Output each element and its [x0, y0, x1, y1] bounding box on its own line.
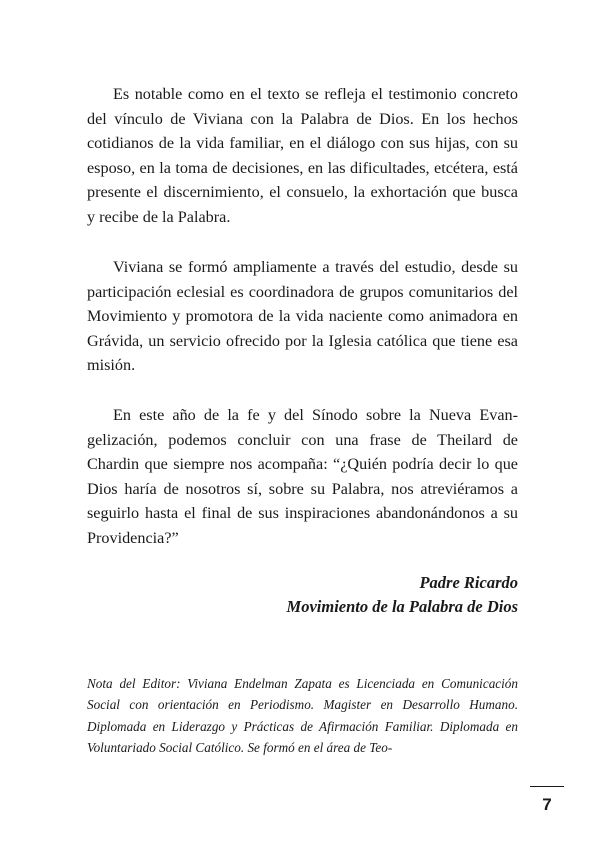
paragraph-formation: Viviana se formó ampliamente a través del estudio, desde su participación eclesial es coordinadora de grupos comunitarios del Movimiento y promotora de la vida naciente como animadora en Grávida, un servicio ofrecido por la Iglesia católica que tiene esa misión.	[87, 258, 518, 375]
signature-name: Padre Ricardo	[419, 573, 518, 592]
page-number: 7	[542, 795, 552, 814]
signature-organization: Movimiento de la Palabra de Dios	[286, 597, 518, 616]
paragraph-conclusion: En este año de la fe y del Sínodo sobre la Nueva Evangelización, podemos concluir con una frase de Theilard de Chardin que siempre nos acompaña: “¿Quién podría decir lo que Dios haría de nosotros sí, sobre su Palabra, nos atreviéramos a seguirlo hasta el final de sus inspiraciones abandonándonos a su Providencia?”	[87, 406, 518, 547]
editor-note: Nota del Editor: Viviana Endelman Zapata es Licenciada en Comunicación Social con orientación en Periodismo. Magister en Desarrollo Humano. Diplomada en Liderazgo y Prácticas de Afirmación Familiar. Diplomada en Voluntariado Social Católico. Se formó en el área de Teo-	[87, 676, 518, 756]
page-number-rule	[530, 786, 564, 787]
paragraph-testimony: Es notable como en el texto se refleja el testimonio concreto del vínculo de Viviana con la Palabra de Dios. En los hechos cotidianos de la vida familiar, en el diálogo con sus hijas, con su esposo, en la toma de decisiones, en las dificultades, etcétera, está presente el discernimiento, el consuelo, la exhortación que busca y recibe de la Palabra.	[87, 85, 518, 226]
